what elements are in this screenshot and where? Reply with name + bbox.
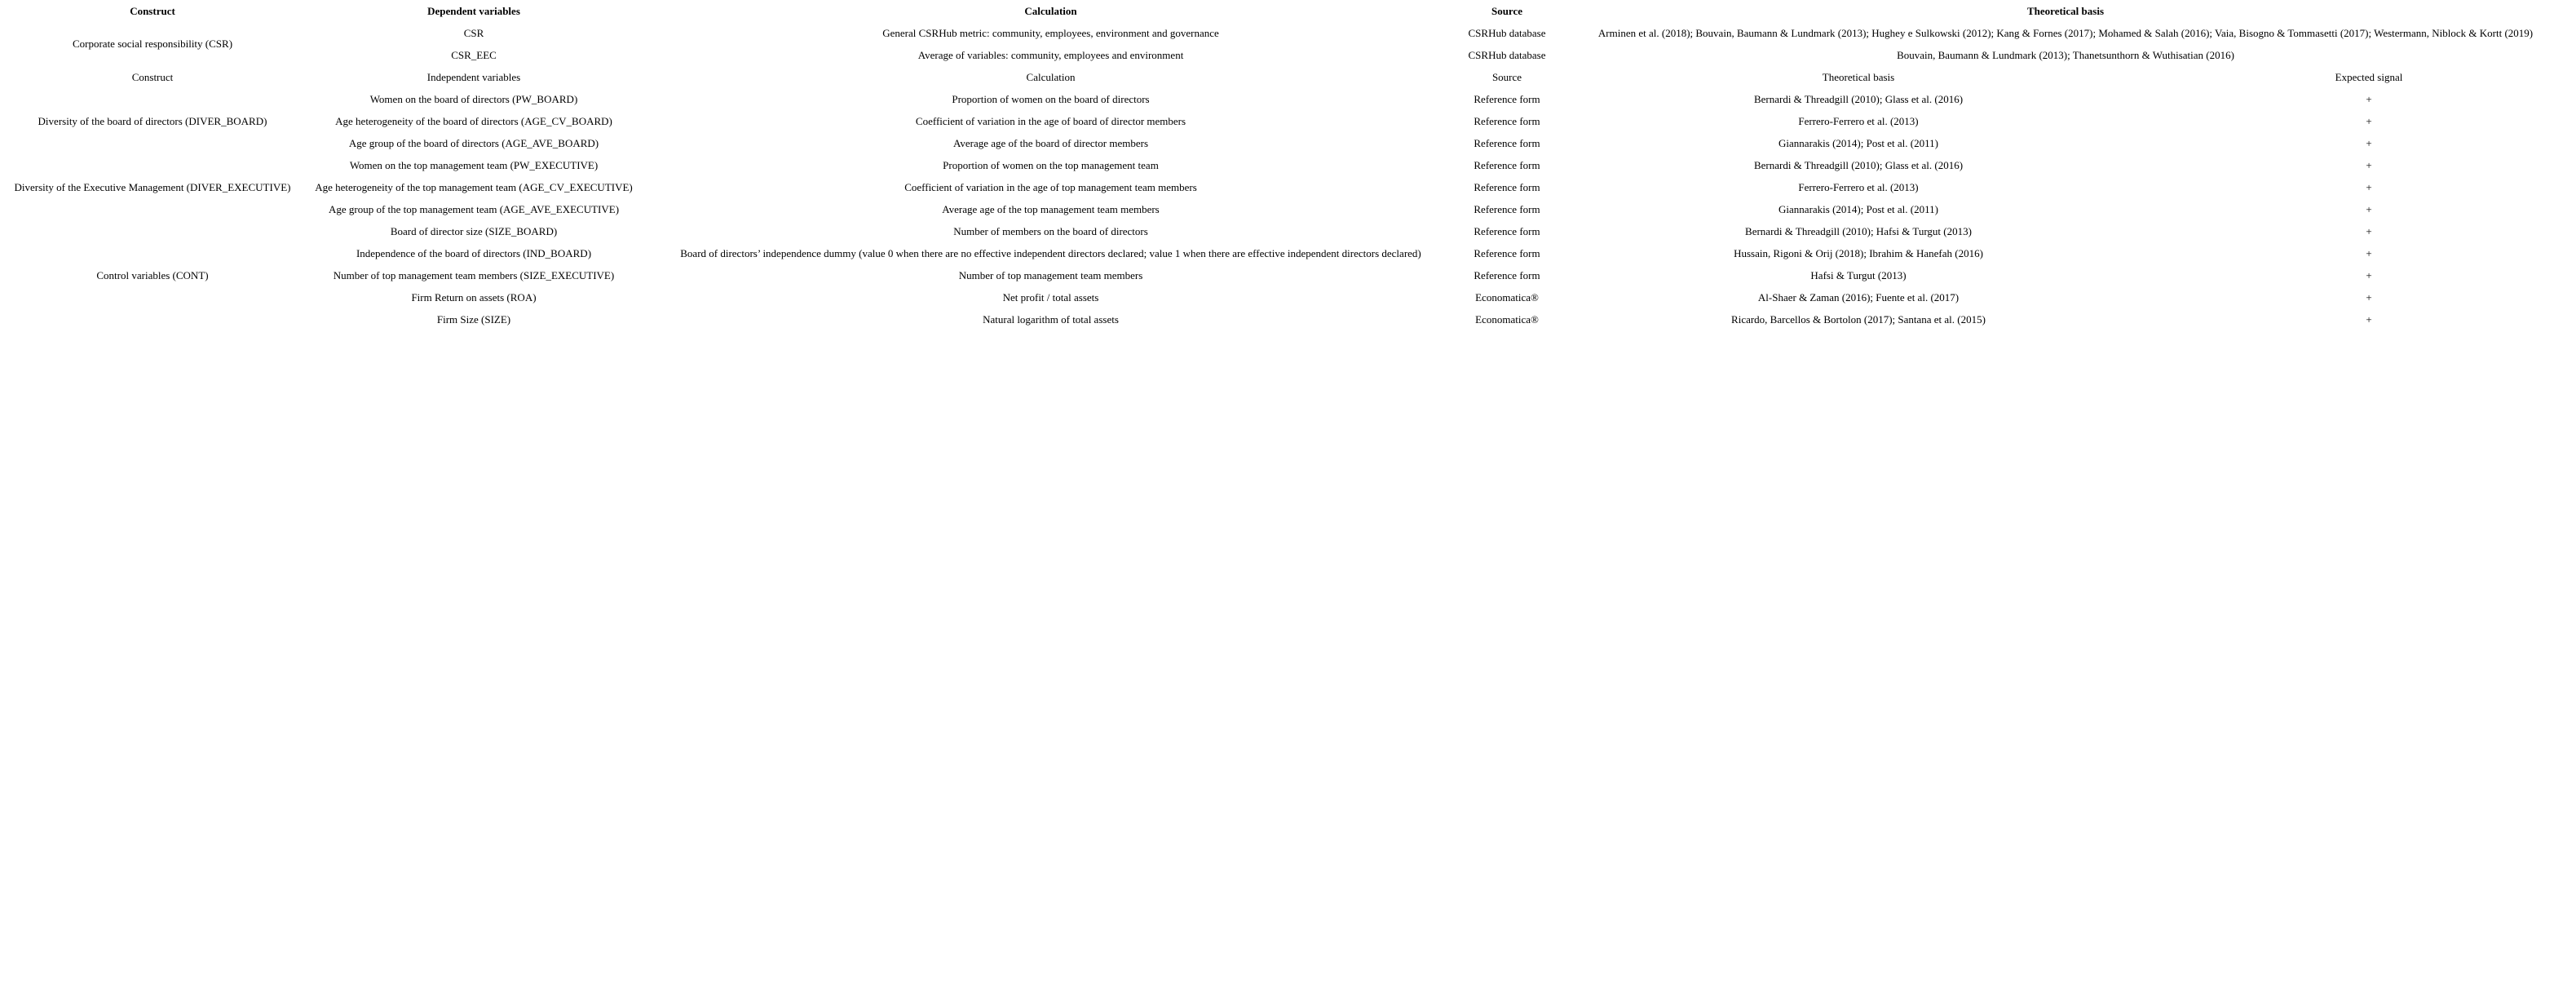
construct-cell: Diversity of the Executive Management (DIVER_EXECUTIVE) bbox=[14, 180, 291, 193]
source-cell: Reference form bbox=[1474, 202, 1540, 215]
variable-cell: Independence of the board of directors (IND_BOARD) bbox=[356, 246, 592, 259]
table-row bbox=[0, 264, 2576, 286]
expected-signal-cell: + bbox=[2366, 224, 2372, 237]
header-dependent-variables: Dependent variables bbox=[427, 4, 520, 17]
expected-signal-cell: + bbox=[2366, 136, 2372, 149]
source-cell: CSRHub database bbox=[1468, 48, 1546, 61]
source-cell: Reference form bbox=[1474, 136, 1540, 149]
calculation-cell: Proportion of women on the board of directors bbox=[952, 92, 1150, 105]
variable-cell: Women on the board of directors (PW_BOARD) bbox=[369, 92, 578, 105]
variable-cell: Age heterogeneity of the top management team (AGE_CV_EXECUTIVE) bbox=[315, 180, 633, 193]
table-row bbox=[0, 44, 2576, 66]
table-row bbox=[0, 132, 2576, 154]
theoretical-basis-cell: Bernardi & Threadgill (2010); Hafsi & Turgut (2013) bbox=[1745, 224, 1972, 237]
header-theoretical-basis: Theoretical basis bbox=[1822, 70, 1895, 83]
table-row bbox=[0, 220, 2576, 242]
calculation-cell: Natural logarithm of total assets bbox=[983, 312, 1119, 326]
variable-cell: CSR_EEC bbox=[451, 48, 497, 61]
table-row bbox=[0, 286, 2576, 308]
construct-cell: Control variables (CONT) bbox=[96, 268, 209, 281]
expected-signal-cell: + bbox=[2366, 246, 2372, 259]
header-expected-signal: Expected signal bbox=[2335, 70, 2403, 83]
header-independent-variables: Independent variables bbox=[426, 70, 521, 83]
calculation-cell: Board of directors’ independence dummy (value 0 when there are no effective independent directors declared; value 1 when there are effective independent directors declared) bbox=[680, 246, 1421, 259]
theoretical-basis-cell: Giannarakis (2014); Post et al. (2011) bbox=[1778, 202, 1938, 215]
source-cell: Reference form bbox=[1474, 114, 1540, 127]
expected-signal-cell: + bbox=[2366, 158, 2372, 171]
header-theoretical-basis: Theoretical basis bbox=[2027, 4, 2105, 17]
table-row bbox=[0, 176, 2576, 198]
theoretical-basis-cell: Al-Shaer & Zaman (2016); Fuente et al. (2017) bbox=[1757, 290, 1960, 303]
calculation-cell: Coefficient of variation in the age of top management team members bbox=[904, 180, 1197, 193]
header-construct: Construct bbox=[131, 70, 174, 83]
table-row bbox=[0, 242, 2576, 264]
source-cell: Reference form bbox=[1474, 158, 1540, 171]
theoretical-basis-cell: Ferrero-Ferrero et al. (2013) bbox=[1798, 180, 1919, 193]
variable-cell: Number of top management team members (SIZE_EXECUTIVE) bbox=[333, 268, 615, 281]
variable-cell: Board of director size (SIZE_BOARD) bbox=[390, 224, 558, 237]
source-cell: CSRHub database bbox=[1468, 26, 1546, 39]
header-source: Source bbox=[1491, 4, 1523, 17]
variable-cell: Firm Return on assets (ROA) bbox=[411, 290, 537, 303]
expected-signal-cell: + bbox=[2366, 202, 2372, 215]
calculation-cell: Average age of the board of director members bbox=[952, 136, 1149, 149]
source-cell: Economatica® bbox=[1475, 290, 1539, 303]
variable-cell: CSR bbox=[463, 26, 484, 39]
expected-signal-cell: + bbox=[2366, 180, 2372, 193]
header-construct: Construct bbox=[130, 4, 175, 17]
header-calculation: Calculation bbox=[1026, 70, 1076, 83]
source-cell: Reference form bbox=[1474, 268, 1540, 281]
construct-cell: Corporate social responsibility (CSR) bbox=[72, 38, 233, 50]
theoretical-basis-cell: Bernardi & Threadgill (2010); Glass et al. (2016) bbox=[1753, 92, 1964, 105]
variable-cell: Age group of the board of directors (AGE_AVE_BOARD) bbox=[348, 136, 599, 149]
calculation-cell: Average of variables: community, employees and environment bbox=[917, 48, 1184, 61]
source-cell: Economatica® bbox=[1475, 312, 1539, 326]
theoretical-basis-cell: Ricardo, Barcellos & Bortolon (2017); Santana et al. (2015) bbox=[1731, 312, 1986, 326]
calculation-cell: Average age of the top management team members bbox=[942, 202, 1160, 215]
expected-signal-cell: + bbox=[2366, 290, 2372, 303]
calculation-cell: Number of members on the board of directors bbox=[953, 224, 1148, 237]
construct-cell: Diversity of the board of directors (DIVER_BOARD) bbox=[38, 114, 267, 127]
table-row bbox=[0, 308, 2576, 330]
source-cell: Reference form bbox=[1474, 246, 1540, 259]
calculation-cell: Proportion of women on the top management team bbox=[943, 158, 1159, 171]
theoretical-basis-cell: Bernardi & Threadgill (2010); Glass et al. (2016) bbox=[1753, 158, 1964, 171]
variable-cell: Age group of the top management team (AGE_AVE_EXECUTIVE) bbox=[328, 202, 620, 215]
table-row bbox=[0, 88, 2576, 110]
variables-table-container bbox=[0, 0, 2576, 330]
calculation-cell: Coefficient of variation in the age of board of director members bbox=[915, 114, 1186, 127]
theoretical-basis-cell: Ferrero-Ferrero et al. (2013) bbox=[1798, 114, 1919, 127]
header-source: Source bbox=[1491, 70, 1522, 83]
dependent-header-row bbox=[0, 0, 2576, 22]
table-row bbox=[0, 22, 2576, 44]
variables-table bbox=[0, 0, 2576, 330]
variable-cell: Firm Size (SIZE) bbox=[436, 312, 511, 326]
theoretical-basis-cell: Hafsi & Turgut (2013) bbox=[1810, 268, 1907, 281]
table-row bbox=[0, 154, 2576, 176]
header-calculation: Calculation bbox=[1024, 4, 1077, 17]
calculation-cell: General CSRHub metric: community, employees, environment and governance bbox=[882, 26, 1219, 39]
calculation-cell: Number of top management team members bbox=[958, 268, 1143, 281]
theoretical-basis-cell: Giannarakis (2014); Post et al. (2011) bbox=[1778, 136, 1938, 149]
independent-header-row bbox=[0, 66, 2576, 88]
expected-signal-cell: + bbox=[2366, 268, 2372, 281]
table-row bbox=[0, 110, 2576, 132]
theoretical-basis-cell: Bouvain, Baumann & Lundmark (2013); Thanetsunthorn & Wuthisatian (2016) bbox=[1897, 48, 2234, 61]
table-row bbox=[0, 198, 2576, 220]
calculation-cell: Net profit / total assets bbox=[1002, 290, 1099, 303]
expected-signal-cell: + bbox=[2366, 312, 2372, 326]
theoretical-basis-cell: Hussain, Rigoni & Orij (2018); Ibrahim & Hanefah (2016) bbox=[1734, 246, 1983, 259]
theoretical-basis-cell: Arminen et al. (2018); Bouvain, Baumann & Lundmark (2013); Hughey e Sulkowski (2012); Kang & Fornes (2017); Mohamed & Salah (2016); Vaia, Bisogno & Tommasetti (2017); Westermann, Niblock & Kortt (2019) bbox=[1597, 26, 2534, 39]
variable-cell: Age heterogeneity of the board of directors (AGE_CV_BOARD) bbox=[335, 114, 612, 127]
source-cell: Reference form bbox=[1474, 180, 1540, 193]
variable-cell: Women on the top management team (PW_EXECUTIVE) bbox=[349, 158, 599, 171]
source-cell: Reference form bbox=[1474, 92, 1540, 105]
expected-signal-cell: + bbox=[2366, 92, 2372, 105]
source-cell: Reference form bbox=[1474, 224, 1540, 237]
expected-signal-cell: + bbox=[2366, 114, 2372, 127]
